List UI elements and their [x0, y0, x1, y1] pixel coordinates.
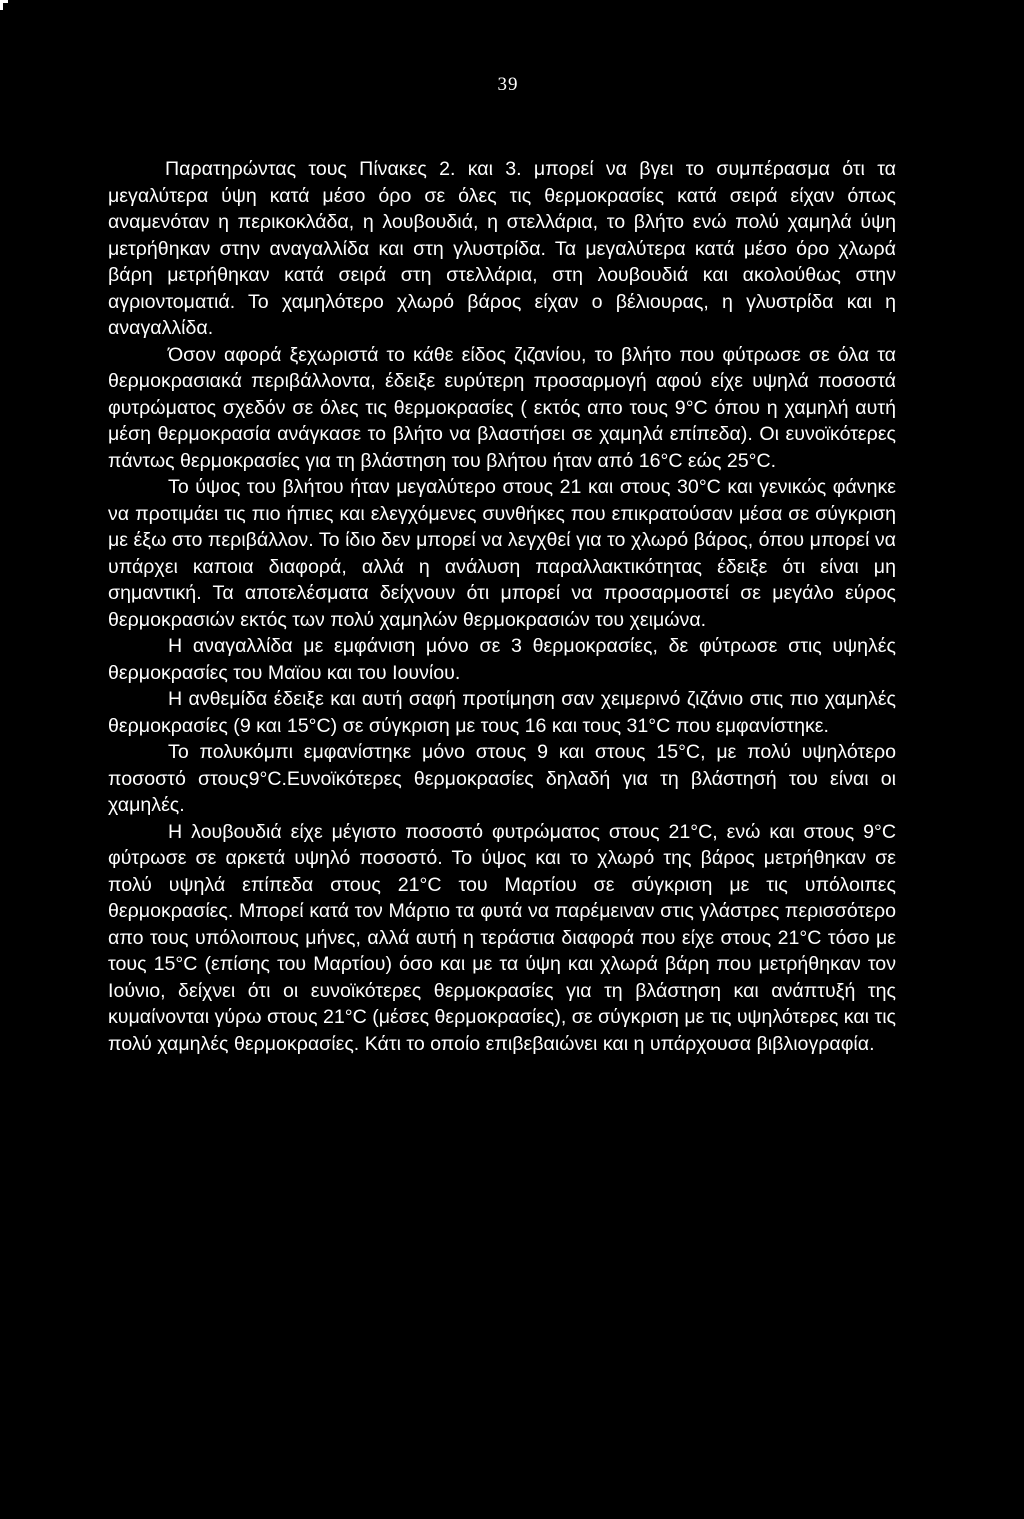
paragraph-summary-tables: Παρατηρώντας τους Πίνακες 2. και 3. μπορεί να βγει το συμπέρασμα ότι τα μεγαλύτερα ύψη κατά μέσο όρο σε όλες τις θερμοκρασίες κατά σειρά είχαν όπως αναμενόταν η περικοκλάδα, η λουβουδιά, η στελλάρια, το βλήτο ενώ πολύ χαμηλά ύψη μετρήθηκαν στην αναγαλλίδα και στη γλυστρίδα. Τα μεγαλύτερα κατά μέσο όρο χλωρά βάρη μετρήθηκαν κατά σειρά στη στελλάρια, στη λουβουδιά και ακολούθως στην αγριοντοματιά. Το χαμηλότερο χλωρό βάρος είχαν ο βέλιουρας, η γλυστρίδα και η αναγαλλίδα. [108, 158, 896, 339]
paragraph-polygonum: Το πολυκόμπι εμφανίστηκε μόνο στους 9 και στους 15°C, με πολύ υψηλότερο ποσοστό στους9°C.Ευνοϊκότερες θερμοκρασίες δηλαδή για τη βλάστησή του είναι οι χαμηλές. [108, 741, 896, 816]
paragraph-anagallis: Η αναγαλλίδα με εμφάνιση μόνο σε 3 θερμοκρασίες, δε φύτρωσε στις υψηλές θερμοκρασίες του Μαϊου και του Ιουνίου. [108, 635, 896, 684]
paragraph-mercurialis: Η λουβουδιά είχε μέγιστο ποσοστό φυτρώματος στους 21°C, ενώ και στους 9°C φύτρωσε σε αρκετά υψηλό ποσοστό. Το ύψος και το χλωρό της βάρος μετρήθηκαν σε πολύ υψηλά επίπεδα στους 21°C του Μαρτίου σε σύγκριση με τις υπόλοιπες θερμοκρασίες. Μπορεί κατά τον Μάρτιο τα φυτά να παρέμειναν στις γλάστρες περισσότερο απο τους υπόλοιπους μήνες, αλλά αυτή η τεράστια διαφορά που είχε στους 21°C τόσο με τους 15°C (επίσης του Μαρτίου) όσο και με τα ύψη και χλωρά βάρη που μετρήθηκαν τον Ιούνιο, δείχνει ότι οι ευνοϊκότερες θερμοκρασίες για τη βλάστηση και ανάπτυξή της κυμαίνονται γύρω στους 21°C (μέσες θερμοκρασίες), σε σύγκριση με τις υψηλότερες και τις πολύ χαμηλές θερμοκρασίες. Κάτι το οποίο επιβεβαιώνει και η υπάρχουσα βιβλιογραφία. [108, 820, 896, 1055]
paragraph-amaranth-germination: Όσον αφορά ξεχωριστά το κάθε είδος ζιζανίου, το βλήτο που φύτρωσε σε όλα τα θερμοκρασιακά περιβάλλοντα, έδειξε ευρύτερη προσαρμογή αφού είχε υψηλά ποσοστά φυτρώματος σχεδόν σε όλες τις θερμοκρασίες ( εκτός απο τους 9°C όπου η χαμηλή αυτή μέση θερμοκρασία ανάγκασε το βλήτο να βλαστήσει σε χαμηλά επίπεδα). Οι ευνοϊκότερες πάντως θερμοκρασίες για τη βλάστηση του βλήτου ήταν από 16°C εώς 25°C. [108, 343, 896, 472]
paragraph-anthemis: Η ανθεμίδα έδειξε και αυτή σαφή προτίμηση σαν χειμερινό ζιζάνιο στις πιο χαμηλές θερμοκρασίες (9 και 15°C) σε σύγκριση με τους 16 και τους 31°C που εμφανίστηκε. [108, 688, 896, 737]
paragraph-amaranth-height: Το ύψος του βλήτου ήταν μεγαλύτερο στους 21 και στους 30°C και γενικώς φάνηκε να προτιμάει τις πιο ήπιες και ελεγχόμενες συνθήκες που επικρατούσαν μέσα σε σύγκριση με έξω στο περιβάλλον. Το ίδιο δεν μπορεί να λεγχθεί για το χλωρό βάρος, όπου μπορεί να υπάρχει καποια διαφορά, αλλά η ανάλυση παραλλακτικότητας έδειξε ότι είναι μη σημαντική. Τα αποτελέσματα δείχνουν ότι μπορεί να προσαρμοστεί σε μεγάλο εύρος θερμοκρασιών εκτός των πολύ χαμηλών θερμοκρασιών του χειμώνα. [108, 476, 896, 631]
scan-corner-mark [0, 0, 8, 10]
document-body [108, 156, 896, 1057]
page-number: 39 [497, 74, 519, 95]
